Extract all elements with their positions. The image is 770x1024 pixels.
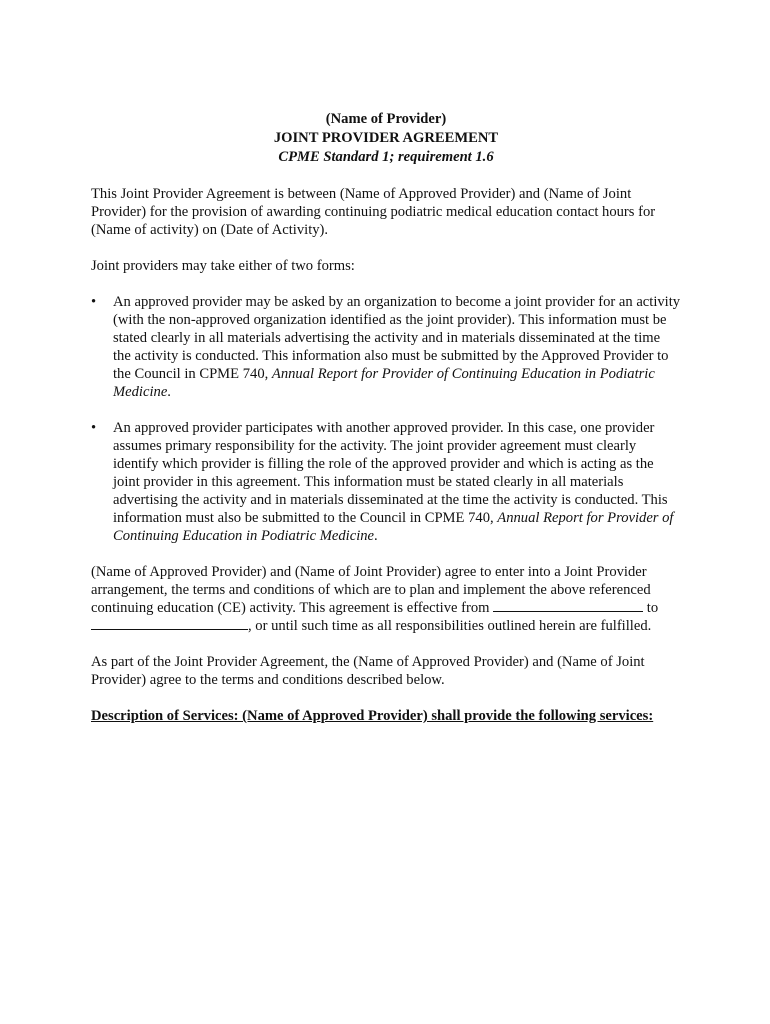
forms-intro-paragraph: Joint providers may take either of two forms: <box>91 258 355 274</box>
standard-reference: CPME Standard 1; requirement 1.6 <box>278 149 494 165</box>
bullet-marker: • <box>91 420 97 436</box>
document-content <box>91 110 681 725</box>
bullet-item-approved-with-organization <box>91 293 681 401</box>
effective-to-blank <box>91 618 248 630</box>
forms-bullet-list <box>91 293 681 545</box>
bullet-end: . <box>374 528 378 544</box>
services-heading: Description of Services: (Name of Approved Provider) shall provide the following services: <box>91 708 654 724</box>
terms-paragraph: As part of the Joint Provider Agreement, the (Name of Approved Provider) and (Name of Joint Provider) agree to the terms and conditions described below. <box>91 654 645 688</box>
bullet-marker: • <box>91 294 97 310</box>
arrangement-text: (Name of Approved Provider) and (Name of Joint Provider) agree to enter into a Joint Provider arrangement, the terms and conditions of which are to plan and implement the above referenced continuing education (CE) activity. This agreement is effective from <box>91 564 651 616</box>
report-title-italic: Annual Report for Provider of Continuing Education in Podiatric Medicine <box>113 510 674 544</box>
arrangement-paragraph <box>91 563 681 635</box>
effective-from-blank <box>493 600 643 612</box>
agreement-title: JOINT PROVIDER AGREEMENT <box>273 130 499 146</box>
arrangement-end: , or until such time as all responsibilities outlined herein are fulfilled. <box>248 618 652 634</box>
bullet-text: An approved provider may be asked by an organization to become a joint provider for an activity (with the non-approved organization identified as the joint provider). This information must be stated clearly in all materials advertising the activity and in materials disseminated at the time the activity is conducted. This information also must be submitted by the Approved Provider to the Council in CPME 740, <box>113 294 681 382</box>
bullet-text: An approved provider participates with another approved provider. In this case, one provider assumes primary responsibility for the activity. The joint provider agreement must clearly identify which provider is filling the role of the approved provider and which is acting as the joint provider in this agreement. This information must be stated clearly in all materials advertising the activity and in materials disseminated at the time the activity is conducted. This information must also be submitted to the Council in CPME 740, <box>113 420 668 526</box>
provider-name-heading: (Name of Provider) <box>325 111 447 127</box>
bullet-item-approved-with-approved <box>91 419 681 545</box>
intro-paragraph: This Joint Provider Agreement is between (Name of Approved Provider) and (Name of Joint Provider) for the provision of awarding continuing podiatric medical education contact hours for (Name of activity) on (Date of Activity). <box>91 186 656 238</box>
report-title-italic: Annual Report for Provider of Continuing Education in Podiatric Medicine <box>113 366 655 400</box>
document-header <box>91 110 681 167</box>
arrangement-middle: to <box>643 600 659 616</box>
bullet-end: . <box>167 384 171 400</box>
